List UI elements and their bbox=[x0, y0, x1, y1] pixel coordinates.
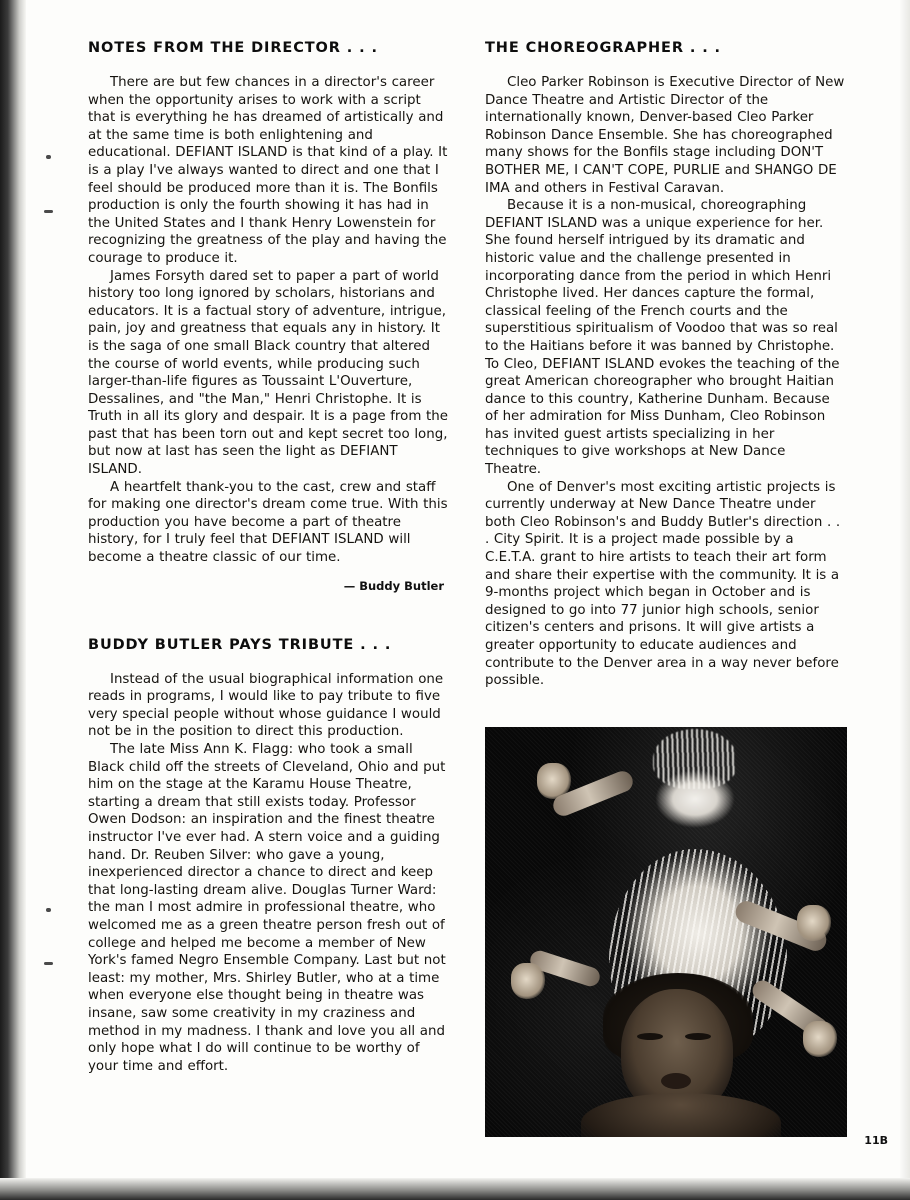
dancer-hand-upper-left bbox=[537, 763, 571, 799]
dancer-mouth bbox=[661, 1073, 691, 1089]
dancer-hand-lower-left bbox=[511, 963, 545, 999]
notes-paragraph-3: A heartfelt thank-you to the cast, crew and staff for making one director's dream come true. With this production you have become a part of theatre history, for I truly feel that DEFIANT ISLAND will become a theatre classic of our time. bbox=[88, 479, 448, 566]
headdress-plume bbox=[635, 733, 755, 853]
page-number: 11B bbox=[864, 1134, 888, 1147]
dancer-photograph bbox=[485, 727, 847, 1137]
notes-from-director-heading: NOTES FROM THE DIRECTOR . . . bbox=[88, 40, 378, 56]
buddy-butler-tribute-heading: BUDDY BUTLER PAYS TRIBUTE . . . bbox=[88, 636, 392, 653]
dancer-eye-right bbox=[685, 1033, 711, 1040]
tribute-paragraph-2: The late Miss Ann K. Flagg: who took a small Black child off the streets of Cleveland, Ohio and put him on the stage at the Karamu House Theatre, starting a dream that still exists today. Professor Owen Dodson: an inspiration and the finest theatre instructor I've ever had. A stern voice and a guiding hand. Dr. Reuben Silver: who gave a young, inexperienced director a chance to direct and keep that long-lasting dream alive. Douglas Turner Ward: the man I most admire in professional theatre, who welcomed me as a green theatre person fresh out of college and helped me become a member of New York's famed Negro Ensemble Company. Last but not least: my mother, Mrs. Shirley Butler, who at a time when everyone else thought being in theatre was insane, saw some creativity in my craziness and method in my madness. I thank and love you all and only hope what I do will continue to be worthy of your time and effort. bbox=[88, 742, 446, 1074]
notes-paragraph-2: James Forsyth dared set to paper a part of world history too long ignored by scholars, historians and educators. It is a factual story of adventure, intrigue, pain, joy and greatness that equals any in history. It is the saga of one small Black country that altered the course of world events, while producing such larger-than-life figures as Toussaint L'Ouverture, Dessalines, and "the Man," Henri Christophe. It is Truth in all its glory and despair. It is a page from the past that has been torn out and kept secret too long, but now at last has seen the light as DEFIANT ISLAND. bbox=[88, 268, 449, 478]
choreographer-heading: THE CHOREOGRAPHER . . . bbox=[485, 40, 721, 56]
dancer-hand-right bbox=[797, 905, 831, 941]
right-column bbox=[485, 40, 845, 690]
dancer-eye-left bbox=[637, 1033, 663, 1040]
dancer-hand-lower-right bbox=[803, 1021, 837, 1057]
scan-edge-bottom bbox=[0, 1178, 910, 1200]
left-column bbox=[88, 40, 448, 1075]
scan-edge-left bbox=[0, 0, 26, 1200]
choreographer-paragraph-1: Cleo Parker Robinson is Executive Director of New Dance Theatre and Artistic Director of the internationally known, Denver-based Cleo Parker Robinson Dance Ensemble. She has choreographed many shows for the Bonfils stage including DON'T BOTHER ME, I CAN'T COPE, PURLIE and SHANGO DE IMA and others in Festival Caravan. bbox=[485, 75, 845, 196]
notes-paragraph-1: There are but few chances in a director's career when the opportunity arises to work with a script that is everything he has dreamed of artistically and at the same time is both enlightening and educational. DEFIANT ISLAND is that kind of a play. It is a play I've always wanted to direct and one that I feel should be produced more than it is. The Bonfils production is only the fourth showing it has had in the United States and I thank Henry Lowenstein for recognizing the greatness of the play and having the courage to produce it. bbox=[88, 75, 448, 266]
director-signature: — Buddy Butler bbox=[343, 578, 444, 593]
choreographer-paragraph-2: Because it is a non-musical, choreographing DEFIANT ISLAND was a unique experience for her. She found herself intrigued by its dramatic and historic value and the challenge presented in incorporating dance from the period in which Henri Christophe lived. Her dances capture the formal, classical feeling of the French courts and the superstitious spiritualism of Voodoo that was so real to the Haitians before it was banned by Christophe. To Cleo, DEFIANT ISLAND evokes the teaching of the great American choreographer who brought Haitian dance to this country, Katherine Dunham. Because of her admiration for Miss Dunham, Cleo Robinson has invited guest artists specializing in her techniques to give workshops at New Dance Theatre. bbox=[485, 198, 840, 478]
section-spacer bbox=[88, 593, 448, 637]
scan-edge-right bbox=[900, 0, 910, 1200]
tribute-paragraph-1: Instead of the usual biographical information one reads in programs, I would like to pay tribute to five very special people without whose guidance I would not be in the position to direct this production. bbox=[88, 671, 444, 740]
choreographer-paragraph-3: One of Denver's most exciting artistic projects is currently underway at New Dance Theatre under both Cleo Robinson's and Buddy Butler's direction . . . City Spirit. It is a project made possible by a C.E.T.A. grant to hire artists to teach their art form and share their expertise with the community. It is a 9-months project which began in October and is designed to go into 77 junior high schools, senior citizen's centers and prisons. It will give artists a greater opportunity to educate audiences and contribute to the Denver area in a way never before possible. bbox=[485, 479, 841, 689]
